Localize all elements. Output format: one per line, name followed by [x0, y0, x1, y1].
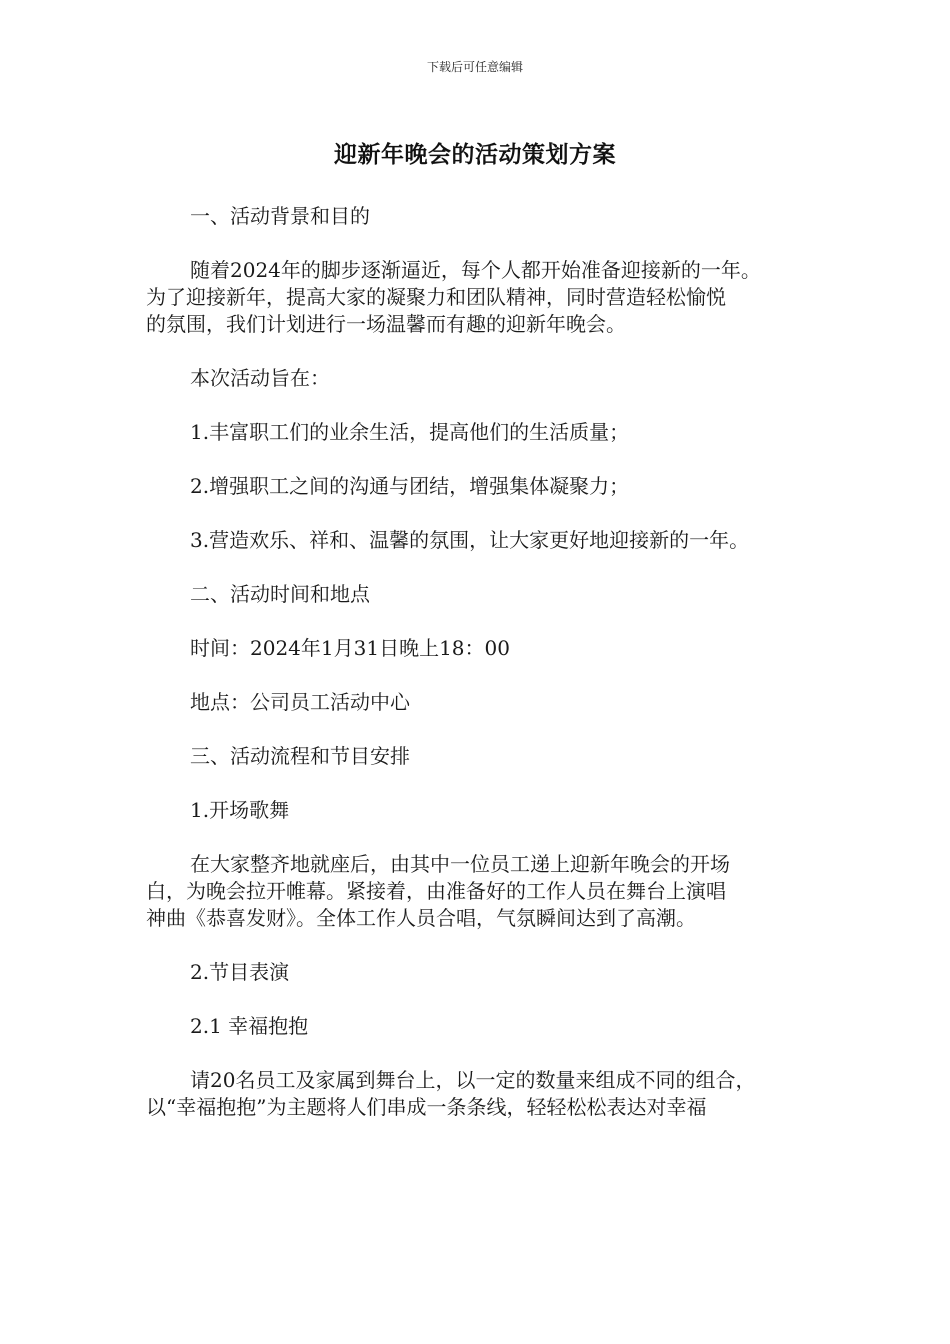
paragraph-aims-intro: 本次活动旨在：	[190, 366, 330, 390]
list-item-aim-3: 3.营造欢乐、祥和、温馨的氛围，让大家更好地迎接新的一年。	[190, 528, 750, 552]
list-item-aim-1: 1.丰富职工们的业余生活，提高他们的生活质量；	[190, 420, 630, 444]
subheading-happy-hug: 2.1 幸福抱抱	[190, 1014, 309, 1038]
list-item-aim-2: 2.增强职工之间的沟通与团结，增强集体凝聚力；	[190, 474, 630, 498]
subheading-opening-dance: 1.开场歌舞	[190, 798, 290, 822]
paragraph-time: 时间：2024年1月31日晚上18：00	[190, 636, 510, 660]
paragraph-happy-hug: 请20名员工及家属到舞台上，以一定的数量来组成不同的组合， 以“幸福抱抱”为主题将人们串成一条条线，轻轻松松表达对幸福	[146, 1068, 756, 1119]
section-heading-background: 一、活动背景和目的	[190, 204, 370, 228]
paragraph-opening-dance: 在大家整齐地就座后，由其中一位员工递上迎新年晚会的开场 白，为晚会拉开帷幕。紧接着，由准备好的工作人员在舞台上演唱 神曲《恭喜发财》。全体工作人员合唱，气氛瞬间达到了高潮。	[146, 852, 730, 930]
document-title: 迎新年晚会的活动策划方案	[334, 142, 616, 168]
section-heading-program: 三、活动流程和节目安排	[190, 744, 410, 768]
subheading-performances: 2.节目表演	[190, 960, 290, 984]
section-heading-time-place: 二、活动时间和地点	[190, 582, 370, 606]
document-body	[146, 203, 816, 1121]
paragraph-location: 地点：公司员工活动中心	[190, 690, 410, 714]
paragraph-background: 随着2024年的脚步逐渐逼近，每个人都开始准备迎接新的一年。 为了迎接新年，提高大家的凝聚力和团队精神，同时营造轻松愉悦 的氛围，我们计划进行一场温馨而有趣的迎新年晚会。	[146, 258, 761, 336]
header-note: 下载后可任意编辑	[426, 60, 523, 74]
